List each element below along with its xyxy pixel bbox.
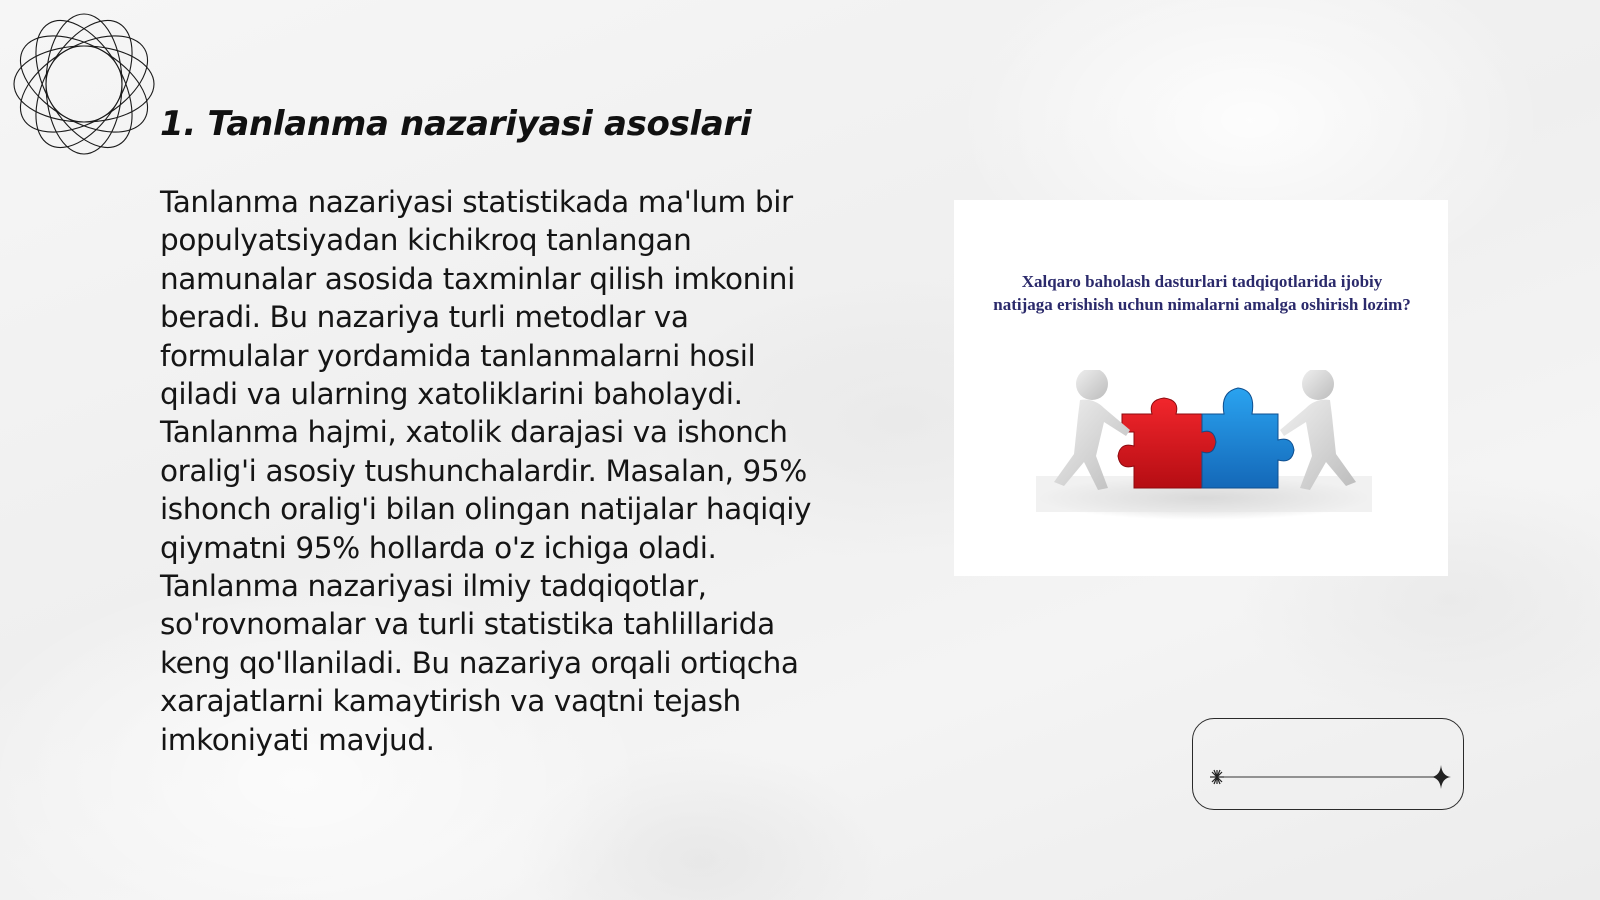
circle-rings-logo-icon: [10, 10, 158, 158]
puzzle-image-card: [954, 200, 1448, 576]
decorative-line: [1207, 765, 1451, 789]
image-question-text: Xalqaro baholash dasturlari tadqiqotlarida ijobiy natijaga erishish uchun nimalarni amalga oshirish lozim?: [993, 272, 1411, 314]
decorative-frame: [1192, 718, 1464, 810]
slide-body-text: Tanlanma nazariyasi statistikada ma'lum bir populyatsiyadan kichikroq tanlangan namunalar asosida taxminlar qilish imkonini beradi. Bu nazariya turli metodlar va formulalar yordamida tanlanmalarni hosil qiladi va ularning xatoliklarini baholaydi. Tanlanma hajmi, xatolik darajasi va ishonch oralig'i asosiy tushunchalardir. Masalan, 95% ishonch oralig'i bilan olingan natijalar haqiqiy qiymatni 95% hollarda o'z ichiga oladi. Tanlanma nazariyasi ilmiy tadqiqotlar, so'rovnomalar va turli statistika tahlillarida keng qo'llaniladi. Bu nazariya orqali ortiqcha xarajatlarni kamaytirish va vaqtni tejash imkoniyati mavjud.: [160, 185, 812, 757]
puzzle-figures-illustration-icon: [1034, 370, 1374, 520]
star-burst-icon: [1210, 770, 1224, 784]
sparkle-icon: [1431, 765, 1451, 789]
slide-title: 1. Tanlanma nazariyasi asoslari: [160, 104, 752, 144]
